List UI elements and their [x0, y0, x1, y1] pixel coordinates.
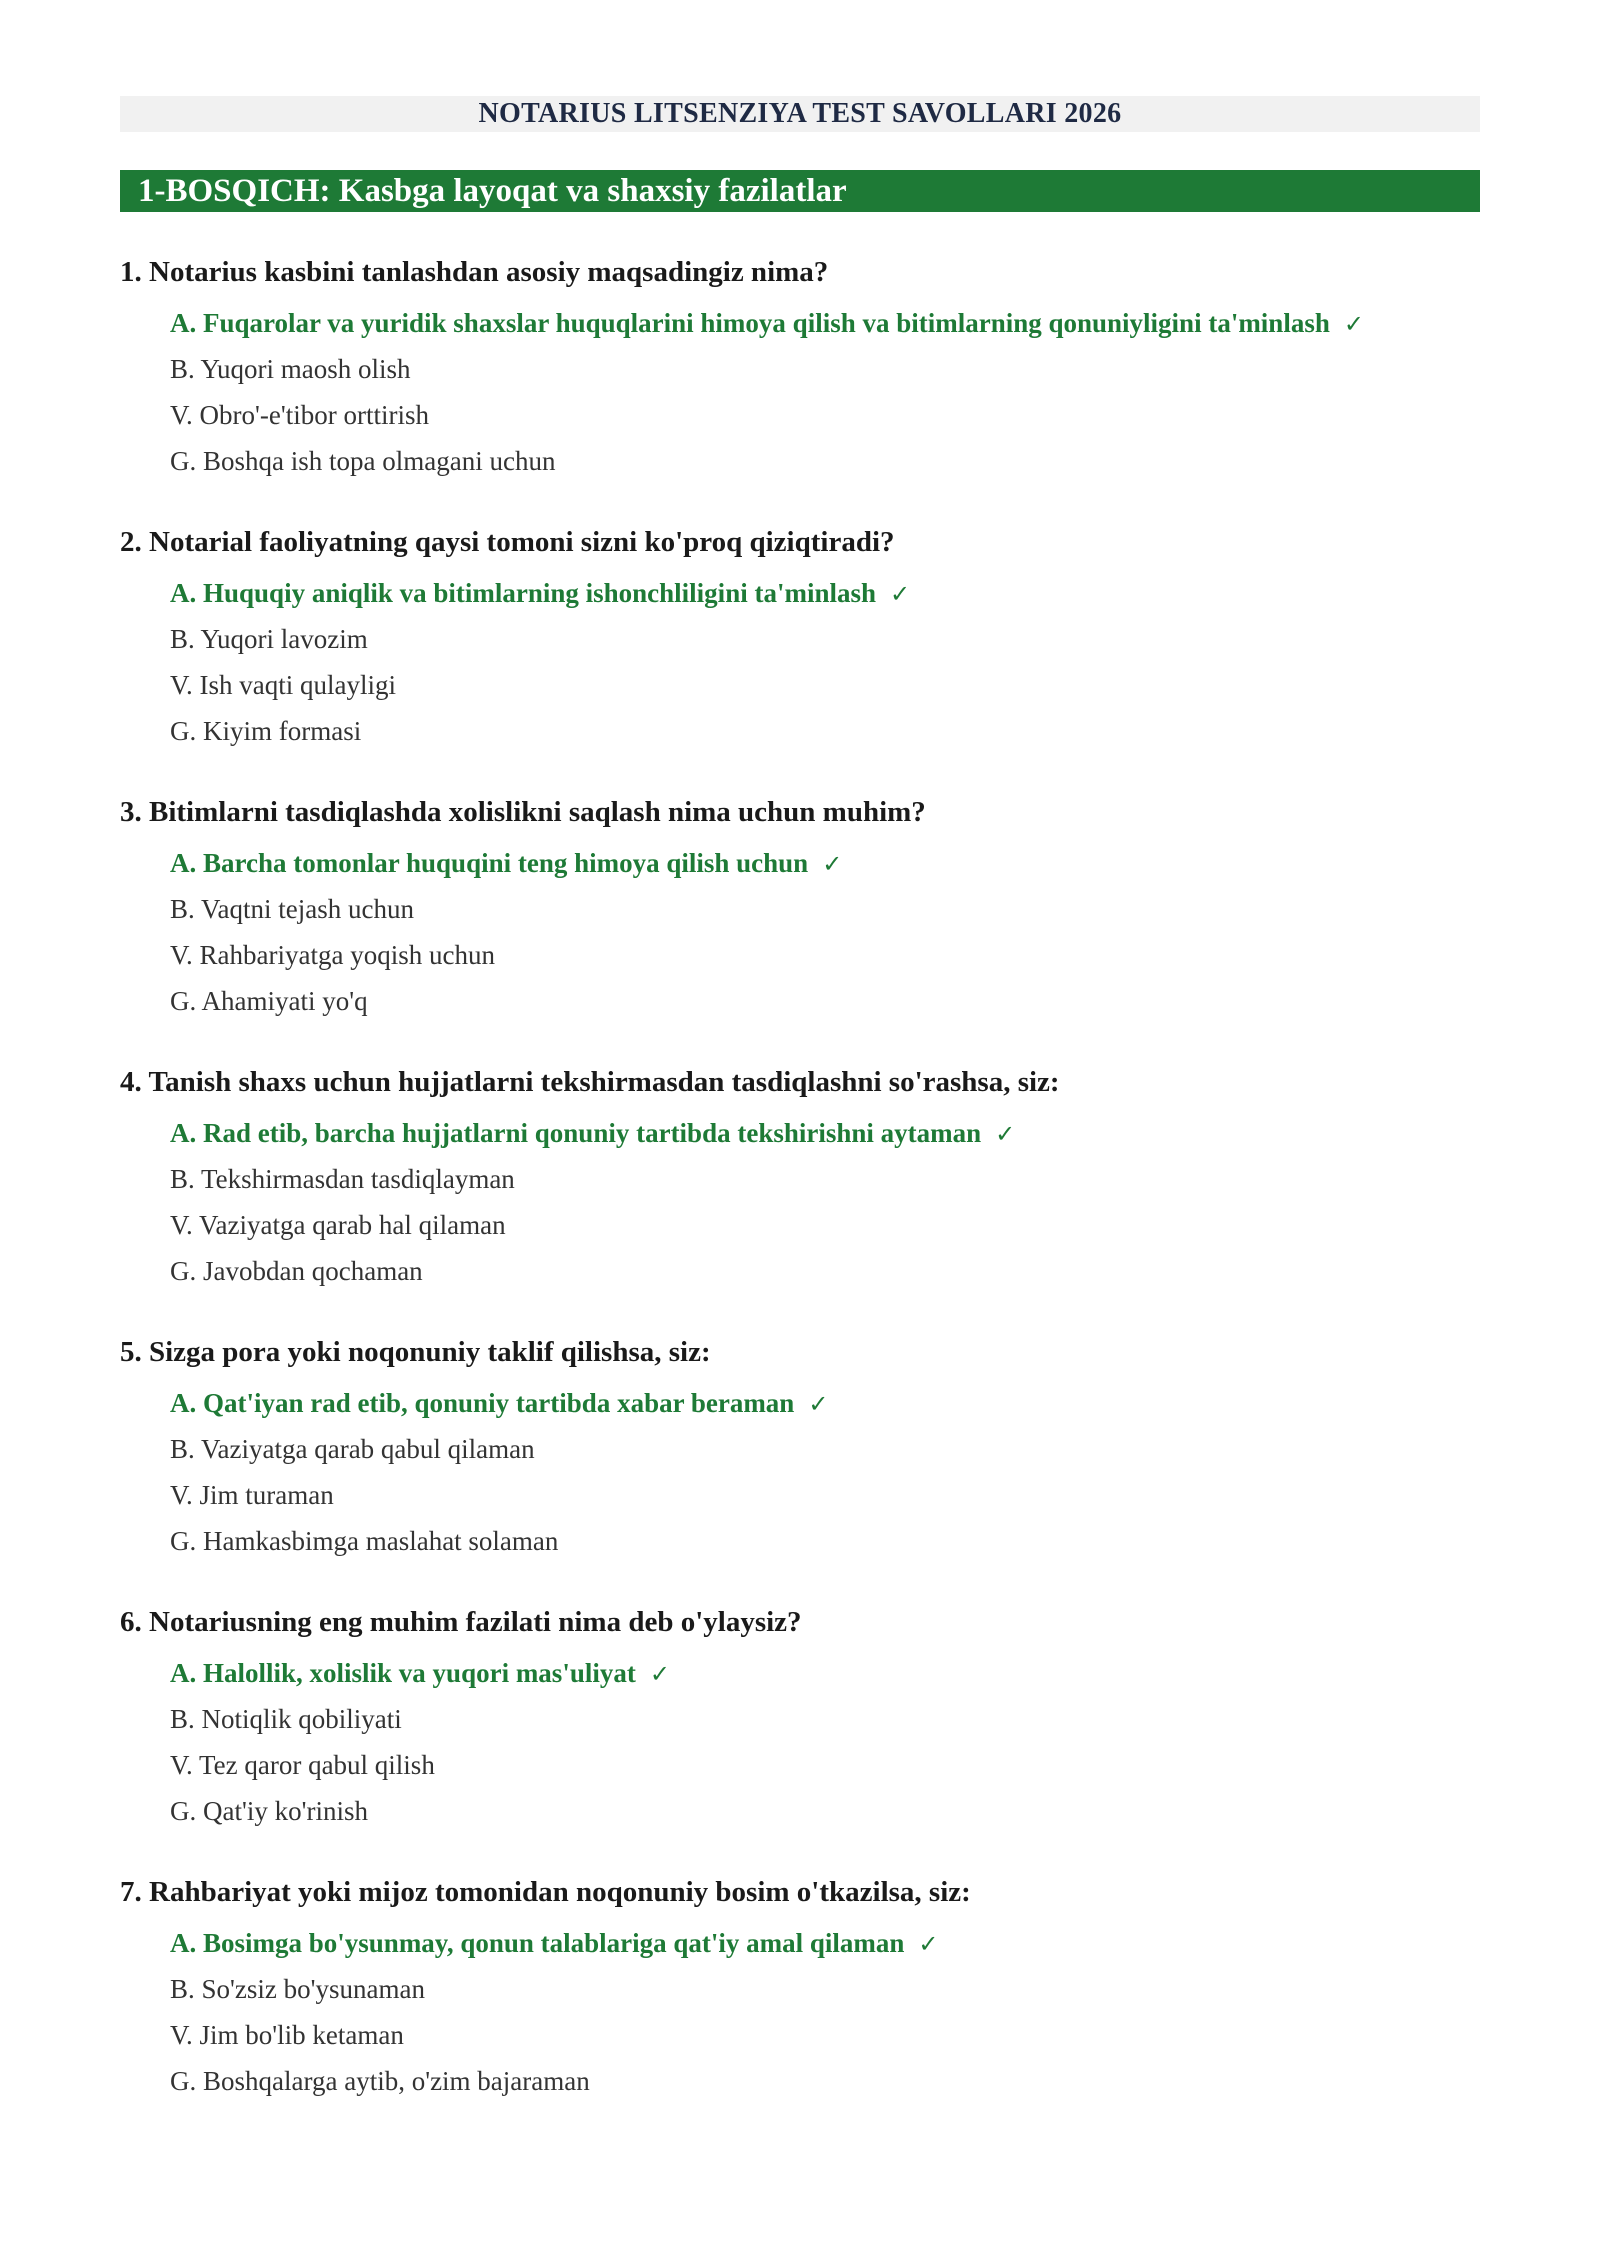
answer-option-correct [170, 574, 910, 613]
question-item [120, 1602, 1480, 1872]
answer-option: G. Boshqa ish topa olmagani uchun [170, 446, 556, 476]
question-text: 2. Notarial faoliyatning qaysi tomoni sizni ko'proq qiziqtiradi? [120, 526, 895, 558]
option-label: A. Huquqiy aniqlik va bitimlarning ishonchliligini ta'minlash [170, 578, 876, 608]
section-heading: 1-BOSQICH: Kasbga layoqat va shaxsiy fazilatlar [120, 170, 1480, 212]
answer-option: G. Boshqalarga aytib, o'zim bajaraman [170, 2066, 590, 2096]
answer-option: B. Vaqtni tejash uchun [170, 894, 414, 924]
answer-option: G. Ahamiyati yo'q [170, 986, 368, 1016]
answer-option: B. So'zsiz bo'ysunaman [170, 1974, 425, 2004]
answer-option: G. Javobdan qochaman [170, 1256, 423, 1286]
option-label: A. Rad etib, barcha hujjatlarni qonuniy tartibda tekshirishni aytaman [170, 1118, 982, 1148]
option-label: A. Barcha tomonlar huquqini teng himoya qilish uchun [170, 848, 809, 878]
answer-option: B. Vaziyatga qarab qabul qilaman [170, 1434, 535, 1464]
question-text: 4. Tanish shaxs uchun hujjatlarni tekshirmasdan tasdiqlashni so'rashsa, siz: [120, 1066, 1060, 1098]
answer-option: V. Ish vaqti qulayligi [170, 670, 396, 700]
answer-option-correct [170, 304, 1364, 343]
answer-option: B. Notiqlik qobiliyati [170, 1704, 402, 1734]
check-icon: ✓ [649, 1660, 670, 1688]
question-item [120, 792, 1480, 1062]
answer-option: V. Jim turaman [170, 1480, 334, 1510]
option-label: A. Bosimga bo'ysunmay, qonun talablariga qat'iy amal qilaman [170, 1928, 905, 1958]
option-label: A. Qat'iyan rad etib, qonuniy tartibda xabar beraman [170, 1388, 795, 1418]
answer-option: G. Kiyim formasi [170, 716, 362, 746]
question-text: 6. Notariusning eng muhim fazilati nima deb o'ylaysiz? [120, 1606, 802, 1638]
question-item [120, 522, 1480, 792]
answer-option: V. Jim bo'lib ketaman [170, 2020, 404, 2050]
answer-option: G. Hamkasbimga maslahat solaman [170, 1526, 559, 1556]
answer-option: V. Rahbariyatga yoqish uchun [170, 940, 495, 970]
check-icon: ✓ [889, 580, 911, 608]
answer-option: V. Obro'-e'tibor orttirish [170, 400, 429, 430]
answer-option: V. Vaziyatga qarab hal qilaman [170, 1210, 506, 1240]
question-list [120, 252, 1480, 2142]
answer-option: G. Qat'iy ko'rinish [170, 1796, 368, 1826]
option-label: A. Halollik, xolislik va yuqori mas'uliyat [170, 1658, 636, 1688]
answer-option-correct [170, 1114, 1015, 1153]
check-icon: ✓ [808, 1390, 829, 1418]
answer-option: B. Yuqori lavozim [170, 624, 368, 654]
document-title: NOTARIUS LITSENZIYA TEST SAVOLLARI 2026 [120, 96, 1480, 132]
option-label: A. Fuqarolar va yuridik shaxslar huquqlarini himoya qilish va bitimlarning qonuniyligini ta'minlash [170, 308, 1330, 338]
check-icon: ✓ [918, 1930, 939, 1958]
check-icon: ✓ [1343, 310, 1364, 338]
question-text: 1. Notarius kasbini tanlashdan asosiy maqsadingiz nima? [120, 256, 829, 288]
check-icon: ✓ [822, 850, 843, 878]
answer-option-correct [170, 1384, 828, 1423]
question-text: 3. Bitimlarni tasdiqlashda xolislikni saqlash nima uchun muhim? [120, 796, 926, 828]
answer-option: V. Tez qaror qabul qilish [170, 1750, 435, 1780]
question-item [120, 1062, 1480, 1332]
answer-option-correct [170, 1654, 670, 1693]
answer-option-correct [170, 844, 842, 883]
question-item [120, 1332, 1480, 1602]
question-text: 7. Rahbariyat yoki mijoz tomonidan noqonuniy bosim o'tkazilsa, siz: [120, 1876, 971, 1908]
answer-option: B. Tekshirmasdan tasdiqlayman [170, 1164, 515, 1194]
answer-option: B. Yuqori maosh olish [170, 354, 411, 384]
question-item [120, 1872, 1480, 2142]
question-item [120, 252, 1480, 522]
check-icon: ✓ [995, 1120, 1016, 1148]
answer-option-correct [170, 1924, 939, 1963]
question-text: 5. Sizga pora yoki noqonuniy taklif qilishsa, siz: [120, 1336, 711, 1368]
